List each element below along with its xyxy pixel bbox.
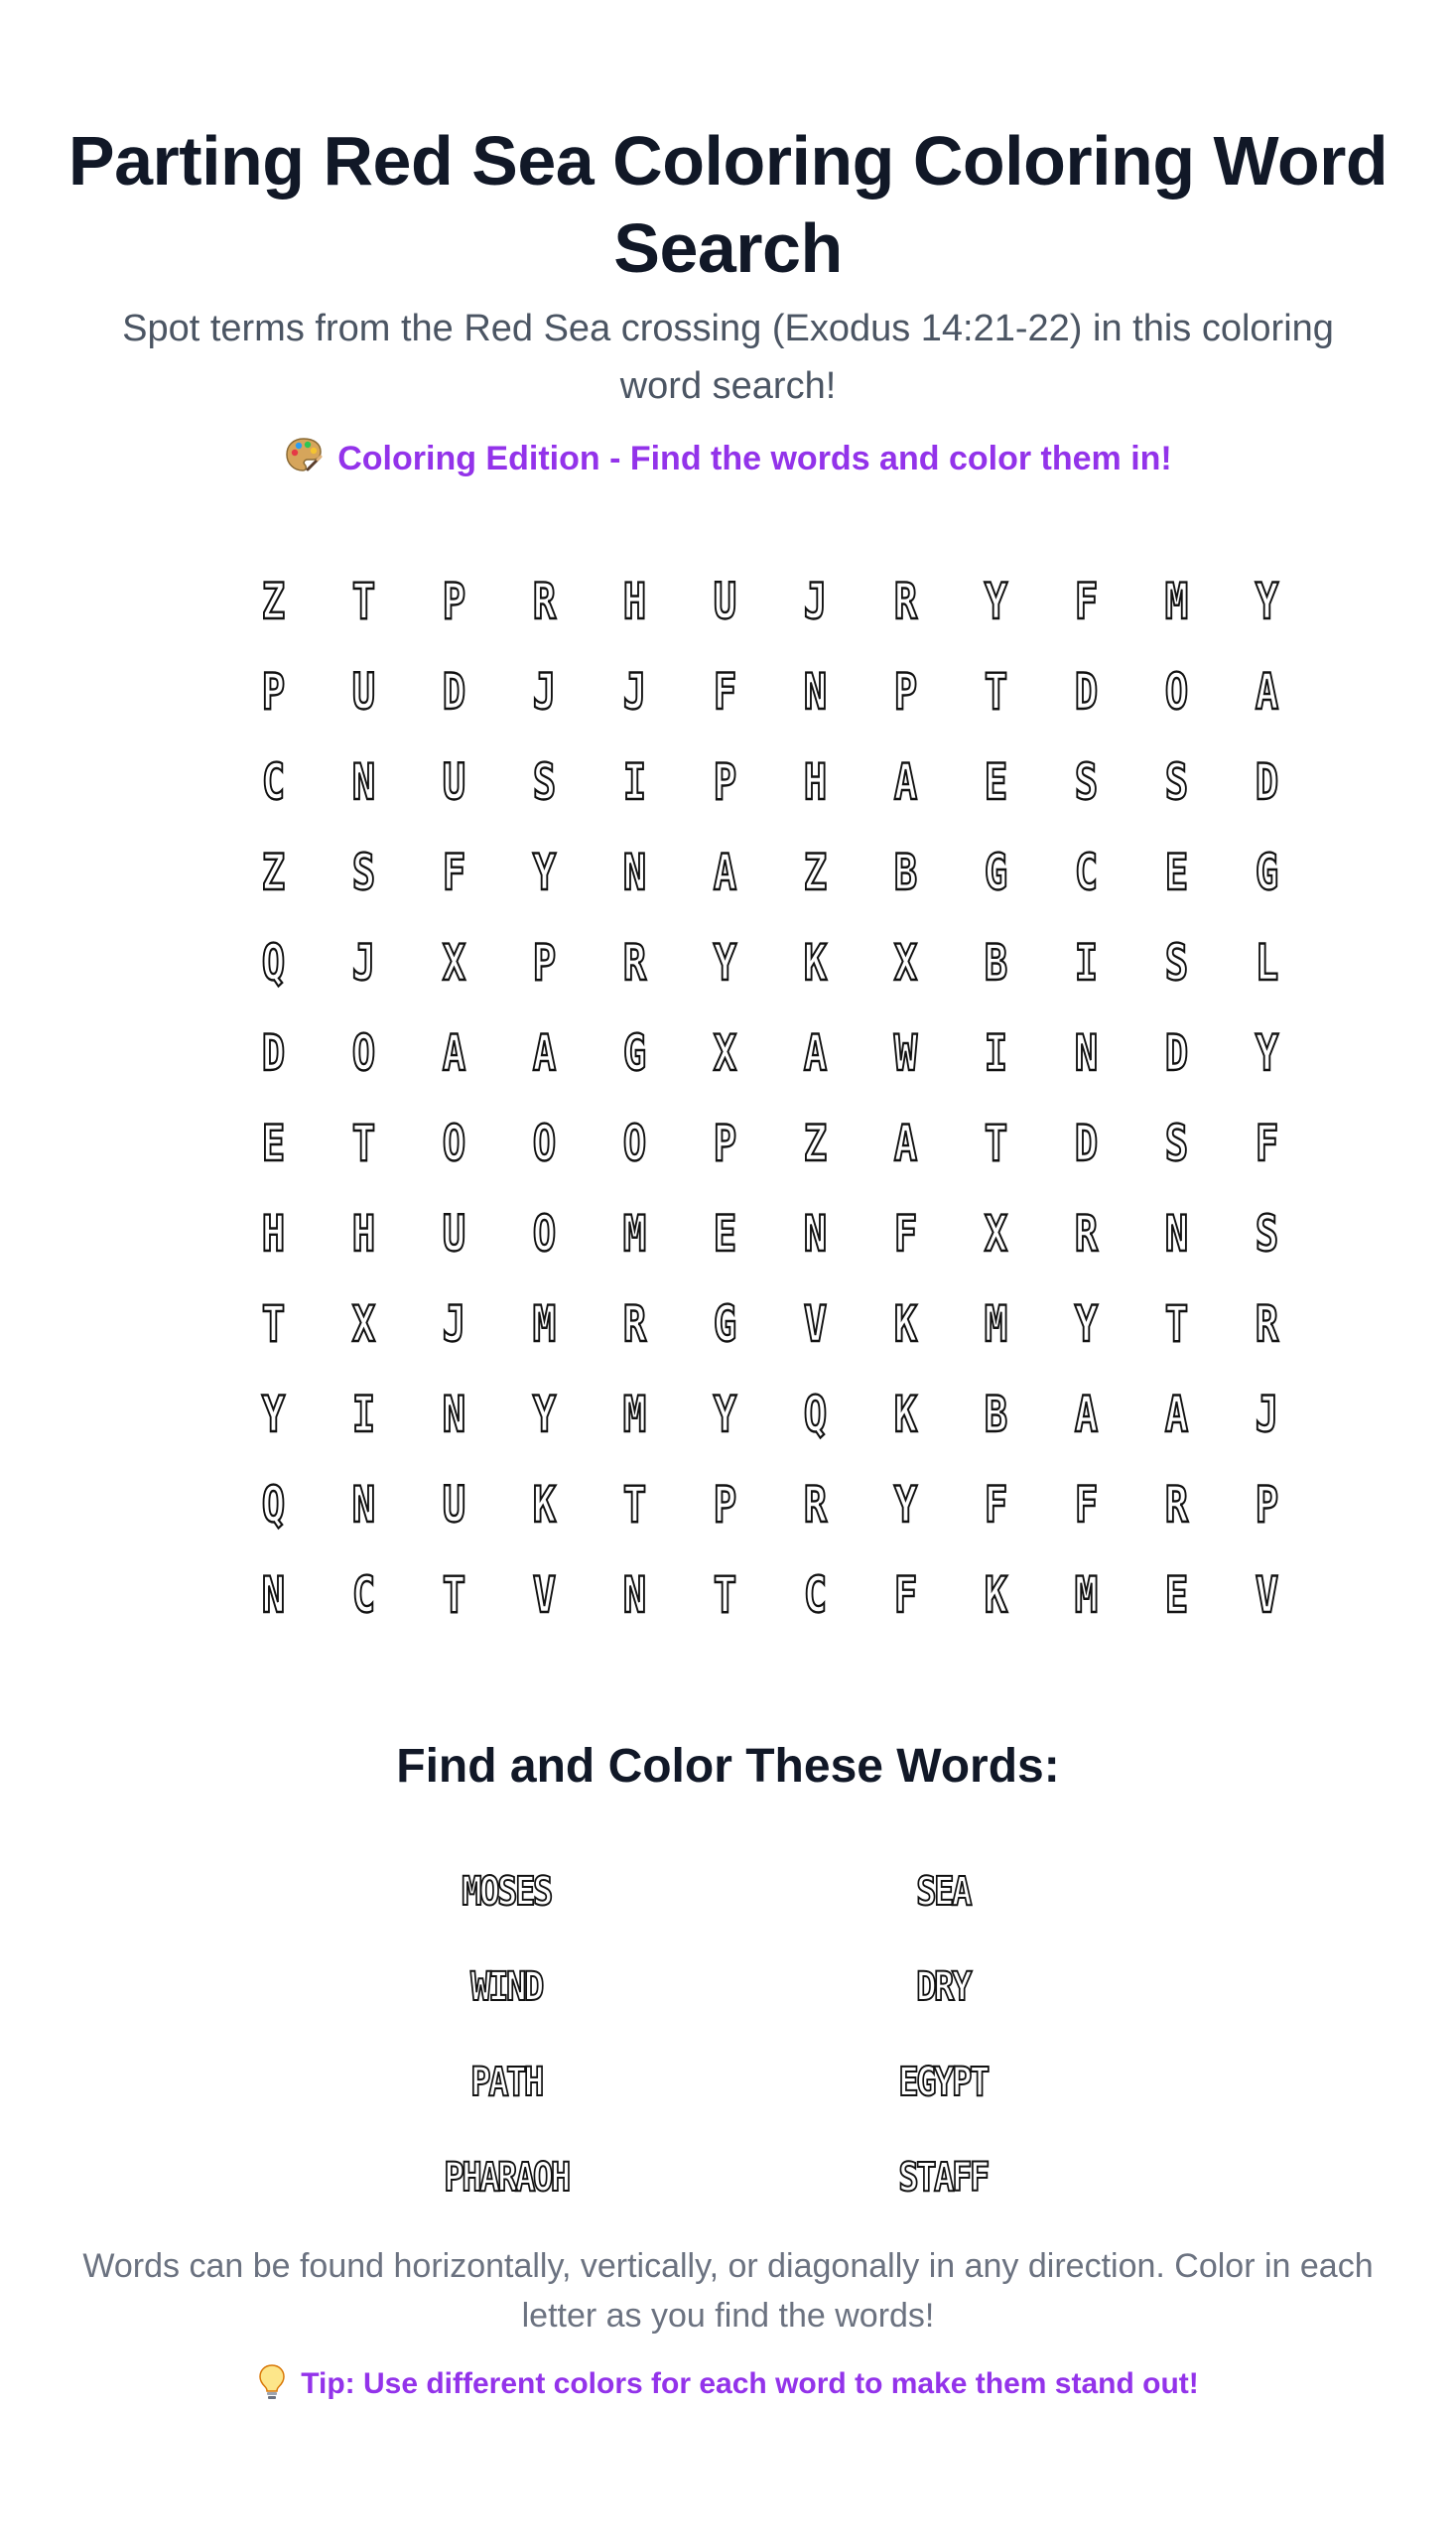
grid-cell[interactable]: X [893,933,918,992]
grid-cell[interactable]: U [442,752,466,811]
grid-cell[interactable]: W [893,1023,918,1082]
page-title: Parting Red Sea Coloring Coloring Word Search [67,122,1389,287]
grid-cell[interactable]: J [622,662,647,721]
grid-cell[interactable]: O [442,1114,466,1172]
tip-banner [0,2362,1456,2406]
instructions-text: Words can be found horizontally, vertically, or diagonally in any direction. Color in each letter as you find the words! [82,2247,1374,2335]
word-list-item: STAFF [898,2155,988,2201]
grid-cell[interactable]: P [261,662,286,721]
grid-cell[interactable]: N [351,752,376,811]
grid-cell[interactable]: P [532,933,557,992]
grid-cell[interactable]: R [1255,1294,1279,1353]
grid-cell[interactable]: H [622,572,647,630]
grid-cell[interactable]: Y [713,1385,737,1443]
grid-cell[interactable]: S [351,843,376,901]
grid-cell[interactable]: D [1255,752,1279,811]
grid-cell[interactable]: X [351,1294,376,1353]
grid-cell[interactable]: H [351,1204,376,1263]
grid-cell[interactable]: S [532,752,557,811]
grid-cell[interactable]: N [442,1385,466,1443]
grid-cell[interactable]: H [261,1204,286,1263]
grid-cell[interactable]: T [622,1475,647,1534]
grid-cell[interactable]: U [442,1204,466,1263]
grid-cell[interactable]: Y [532,1385,557,1443]
grid-cell[interactable]: P [713,752,737,811]
grid-cell[interactable]: I [984,1023,1008,1082]
grid-cell[interactable]: I [1074,933,1099,992]
grid-cell[interactable]: E [984,752,1008,811]
word-list-item: PHARAOH [444,2155,569,2201]
grid-cell[interactable]: P [713,1114,737,1172]
grid-cell[interactable]: A [893,752,918,811]
grid-cell[interactable]: F [893,1565,918,1624]
grid-cell[interactable]: Y [532,843,557,901]
grid-cell[interactable]: O [532,1204,557,1263]
grid-cell[interactable]: Z [803,1114,828,1172]
palette-icon [284,436,324,475]
grid-cell[interactable]: X [442,933,466,992]
grid-cell[interactable]: M [622,1204,647,1263]
grid-cell[interactable]: J [1255,1385,1279,1443]
grid-cell[interactable]: R [1164,1475,1189,1534]
grid-cell[interactable]: Y [1074,1294,1099,1353]
grid-cell[interactable]: J [532,662,557,721]
word-list-item: MOSES [462,1869,551,1915]
grid-cell[interactable]: Q [803,1385,828,1443]
grid-cell[interactable]: D [1074,662,1099,721]
grid-cell[interactable]: U [351,662,376,721]
grid-cell[interactable]: Y [713,933,737,992]
grid-cell[interactable]: J [442,1294,466,1353]
grid-cell[interactable]: N [803,662,828,721]
word-list-title: Find and Color These Words: [396,1740,1060,1793]
grid-cell[interactable]: V [1255,1565,1279,1624]
grid-cell[interactable]: N [1164,1204,1189,1263]
edition-text: Coloring Edition - Find the words and color them in! [337,440,1172,477]
grid-cell[interactable]: A [1164,1385,1189,1443]
word-list-item: EGYPT [898,2060,988,2105]
grid-cell[interactable]: D [1074,1114,1099,1172]
grid-cell[interactable]: R [532,572,557,630]
grid-cell[interactable]: M [1074,1565,1099,1624]
grid-cell[interactable]: Z [803,843,828,901]
grid-cell[interactable]: U [713,572,737,630]
grid-cell[interactable]: S [1164,752,1189,811]
grid-cell[interactable]: K [532,1475,557,1534]
grid-cell[interactable]: F [1255,1114,1279,1172]
grid-cell[interactable]: T [261,1294,286,1353]
grid-cell[interactable]: V [532,1565,557,1624]
grid-cell[interactable]: A [713,843,737,901]
grid-cell[interactable]: M [622,1385,647,1443]
grid-cell[interactable]: A [893,1114,918,1172]
word-list-item: PATH [470,2060,542,2105]
grid-cell[interactable]: J [351,933,376,992]
grid-cell[interactable]: A [803,1023,828,1082]
grid-cell[interactable]: G [713,1294,737,1353]
grid-cell[interactable]: I [351,1385,376,1443]
grid-cell[interactable]: K [893,1294,918,1353]
grid-cell[interactable]: X [984,1204,1008,1263]
grid-cell[interactable]: M [1164,572,1189,630]
grid-cell[interactable]: F [713,662,737,721]
grid-cell[interactable]: R [893,572,918,630]
tip-text: Tip: Use different colors for each word to make them stand out! [301,2367,1199,2400]
grid-cell[interactable]: G [984,843,1008,901]
word-list-item: WIND [470,1964,542,2010]
grid-cell[interactable]: A [1255,662,1279,721]
grid-cell[interactable]: R [622,933,647,992]
grid-cell[interactable]: S [1164,933,1189,992]
grid-cell[interactable]: P [1255,1475,1279,1534]
grid-cell[interactable]: Z [261,843,286,901]
word-list [288,1844,1161,2225]
grid-cell[interactable]: T [1164,1294,1189,1353]
grid-cell[interactable]: J [803,572,828,630]
grid-cell[interactable]: P [893,662,918,721]
grid-cell[interactable]: L [1255,933,1279,992]
grid-cell[interactable]: G [1255,843,1279,901]
grid-cell[interactable]: S [1255,1204,1279,1263]
grid-cell[interactable]: C [803,1565,828,1624]
grid-cell[interactable]: O [1164,662,1189,721]
grid-cell[interactable]: Y [261,1385,286,1443]
grid-cell[interactable]: A [1074,1385,1099,1443]
grid-cell[interactable]: O [532,1114,557,1172]
grid-cell[interactable]: T [984,662,1008,721]
grid-cell[interactable]: E [1164,843,1189,901]
edition-banner [0,435,1456,482]
page-subtitle: Spot terms from the Red Sea crossing (Exodus 14:21-22) in this coloring word search! [122,308,1334,407]
grid-cell[interactable]: R [622,1294,647,1353]
grid-cell[interactable]: Q [261,1475,286,1534]
grid-cell[interactable]: S [1164,1114,1189,1172]
grid-cell[interactable]: N [261,1565,286,1624]
grid-cell[interactable]: Y [984,572,1008,630]
letter-grid [228,556,1312,1640]
grid-cell[interactable]: Y [893,1475,918,1534]
grid-cell[interactable]: B [893,843,918,901]
grid-cell[interactable]: C [261,752,286,811]
grid-cell[interactable]: T [442,1565,466,1624]
grid-cell[interactable]: A [532,1023,557,1082]
grid-cell[interactable]: D [261,1023,286,1082]
grid-cell[interactable]: T [351,1114,376,1172]
grid-cell[interactable]: P [713,1475,737,1534]
lightbulb-icon [257,2363,287,2401]
grid-cell[interactable]: N [1074,1023,1099,1082]
grid-cell[interactable]: Z [261,572,286,630]
grid-cell[interactable]: B [984,933,1008,992]
grid-cell[interactable]: K [984,1565,1008,1624]
grid-cell[interactable]: F [984,1475,1008,1534]
grid-cell[interactable]: G [622,1023,647,1082]
grid-cell[interactable]: N [803,1204,828,1263]
grid-cell[interactable]: M [984,1294,1008,1353]
grid-cell[interactable]: E [261,1114,286,1172]
grid-cell[interactable]: K [893,1385,918,1443]
grid-cell[interactable]: E [1164,1565,1189,1624]
grid-cell[interactable]: R [803,1475,828,1534]
grid-cell[interactable]: E [713,1204,737,1263]
grid-cell[interactable]: O [622,1114,647,1172]
grid-cell[interactable]: T [351,572,376,630]
grid-cell[interactable]: N [622,843,647,901]
grid-cell[interactable]: Y [1255,572,1279,630]
grid-cell[interactable]: M [532,1294,557,1353]
grid-cell[interactable]: O [351,1023,376,1082]
grid-cell[interactable]: H [803,752,828,811]
grid-cell[interactable]: Y [1255,1023,1279,1082]
grid-cell[interactable]: F [893,1204,918,1263]
grid-cell[interactable]: F [1074,1475,1099,1534]
grid-cell[interactable]: C [1074,843,1099,901]
grid-cell[interactable]: A [442,1023,466,1082]
grid-cell[interactable]: T [713,1565,737,1624]
grid-cell[interactable]: R [1074,1204,1099,1263]
grid-cell[interactable]: D [442,662,466,721]
grid-cell[interactable]: N [622,1565,647,1624]
grid-cell[interactable]: P [442,572,466,630]
grid-cell[interactable]: T [984,1114,1008,1172]
word-list-item: DRY [916,1964,970,2010]
word-list-item: SEA [916,1869,970,1915]
grid-cell[interactable]: X [713,1023,737,1082]
grid-cell[interactable]: F [1074,572,1099,630]
grid-cell[interactable]: N [351,1475,376,1534]
grid-cell[interactable]: C [351,1565,376,1624]
grid-cell[interactable]: U [442,1475,466,1534]
grid-cell[interactable]: F [442,843,466,901]
grid-cell[interactable]: D [1164,1023,1189,1082]
grid-cell[interactable]: B [984,1385,1008,1443]
grid-cell[interactable]: Q [261,933,286,992]
grid-cell[interactable]: I [622,752,647,811]
grid-cell[interactable]: V [803,1294,828,1353]
grid-cell[interactable]: S [1074,752,1099,811]
grid-cell[interactable]: K [803,933,828,992]
